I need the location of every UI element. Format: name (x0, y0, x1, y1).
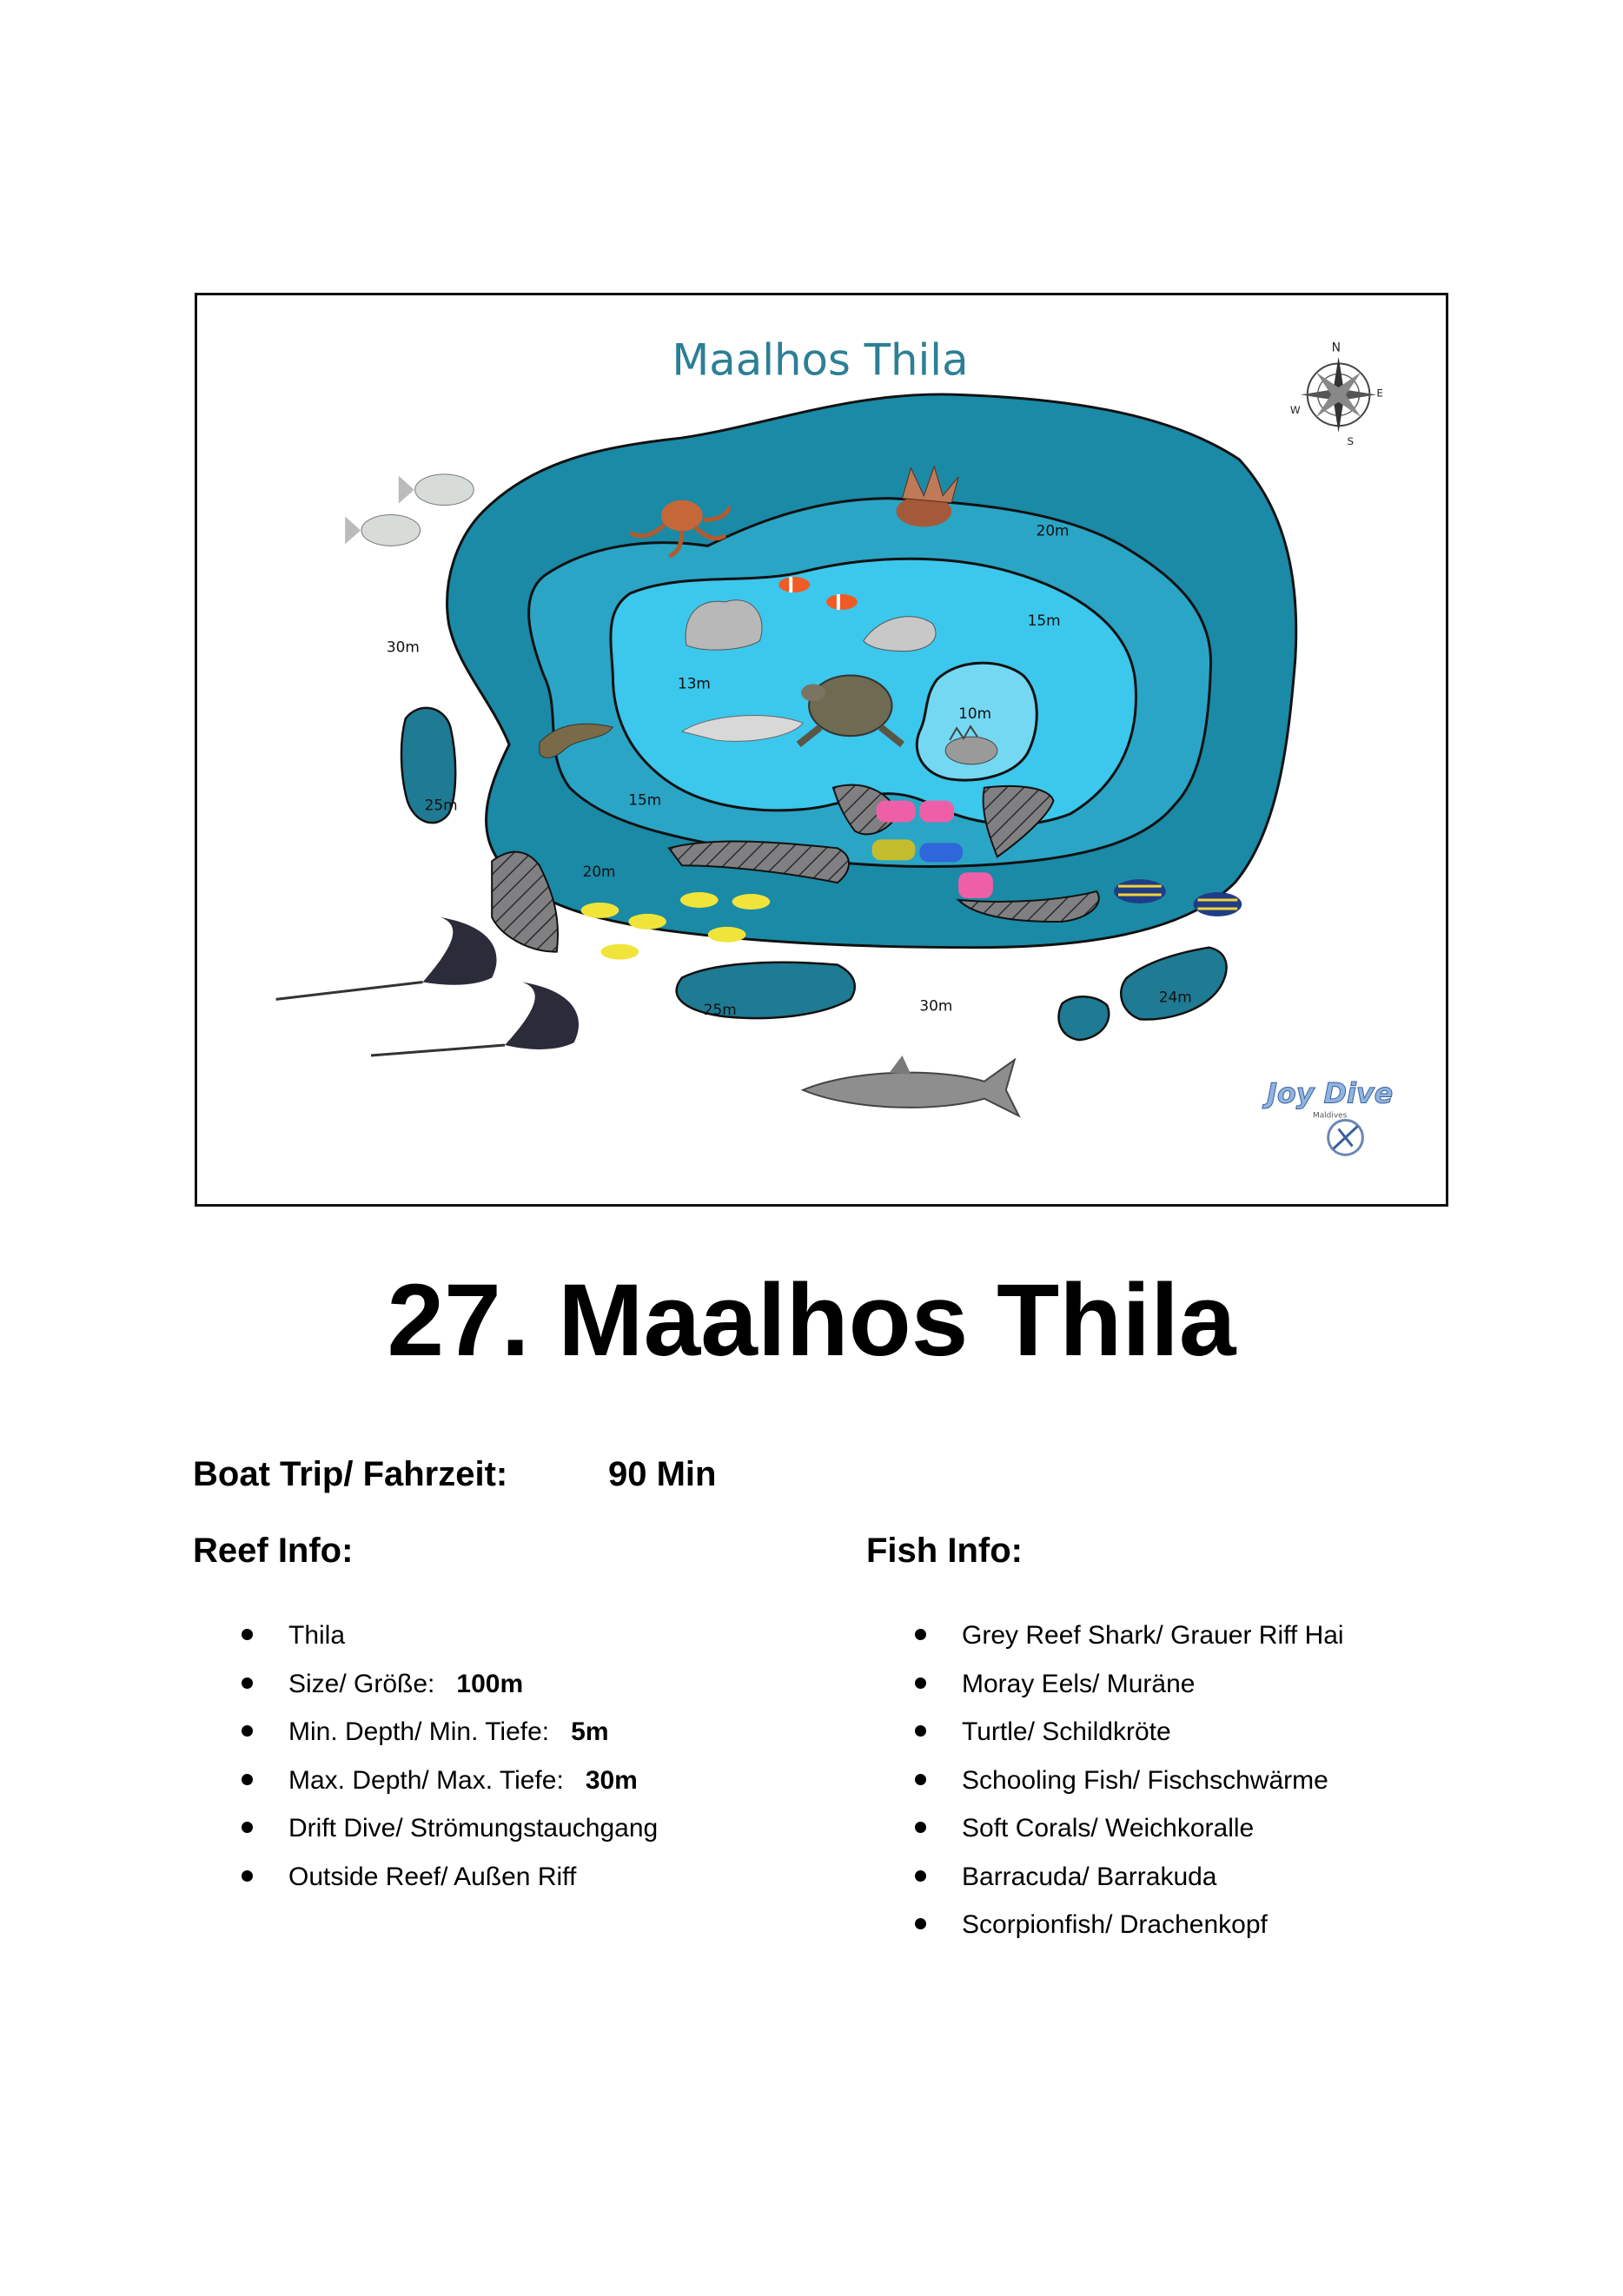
fish-info-list (962, 1611, 1344, 1949)
list-item: Grey Reef Shark/ Grauer Riff Hai (962, 1611, 1344, 1660)
depth-label: 20m (1036, 521, 1070, 539)
bullet-icon (915, 1870, 926, 1882)
svg-text:Joy Dive: Joy Dive (1267, 1076, 1394, 1110)
trevally-icon (345, 474, 474, 546)
joy-dive-logo (1262, 1077, 1393, 1155)
depth-label: 25m (703, 1001, 737, 1019)
list-item: Barracuda/ Barrakuda (962, 1853, 1344, 1902)
depth-label: 15m (1027, 611, 1061, 629)
outcrop-east-small (1059, 996, 1110, 1040)
depth-label: 10m (958, 705, 992, 723)
bullet-icon (915, 1822, 926, 1833)
list-item: Size/ Größe: 100m (288, 1660, 658, 1709)
bullet-icon (242, 1677, 253, 1689)
bullet-icon (915, 1918, 926, 1929)
bullet-icon (915, 1725, 926, 1737)
list-item: Outside Reef/ Außen Riff (288, 1853, 658, 1902)
bullet-icon (915, 1774, 926, 1785)
depth-label: 30m (919, 996, 953, 1015)
reef-info-heading: Reef Info: (193, 1532, 354, 1570)
bullet-icon (242, 1629, 253, 1640)
depth-label: 13m (677, 674, 711, 692)
list-item: Soft Corals/ Weichkoralle (962, 1804, 1344, 1853)
bullet-icon (915, 1677, 926, 1689)
list-item: Min. Depth/ Min. Tiefe: 5m (288, 1708, 658, 1757)
reef-info-list (288, 1611, 658, 1901)
depth-label: 15m (628, 791, 662, 809)
bullet-icon (242, 1822, 253, 1833)
bullet-icon (242, 1870, 253, 1882)
list-item: Turtle/ Schildkröte (962, 1708, 1344, 1757)
svg-text:Maldives: Maldives (1313, 1111, 1348, 1121)
list-item: Drift Dive/ Strömungstauchgang (288, 1804, 658, 1853)
list-item: Moray Eels/ Muräne (962, 1660, 1344, 1709)
compass-s: S (1347, 435, 1355, 448)
map-illustration (197, 295, 1446, 1204)
compass-w: W (1289, 404, 1301, 417)
depth-label: 30m (386, 638, 420, 656)
fish-info-heading: Fish Info: (866, 1532, 1023, 1570)
compass-e: E (1376, 387, 1383, 400)
bullet-icon (915, 1629, 926, 1640)
grey-reef-shark-icon (803, 1055, 1019, 1116)
bullet-icon (242, 1725, 253, 1737)
dive-site-map (195, 293, 1448, 1207)
page-title: 27. Maalhos Thila (387, 1263, 1236, 1378)
depth-label: 25m (424, 796, 458, 814)
map-title: Maalhos Thila (672, 334, 969, 386)
depth-label: 20m (582, 863, 616, 881)
outcrop-east-24m (1121, 948, 1226, 1020)
depth-label: 24m (1158, 988, 1192, 1006)
compass-rose-icon (1290, 341, 1383, 447)
boat-trip-label: Boat Trip/ Fahrzeit: (193, 1455, 508, 1493)
bullet-icon (242, 1774, 253, 1785)
list-item: Scorpionfish/ Drachenkopf (962, 1901, 1344, 1949)
list-item: Max. Depth/ Max. Tiefe: 30m (288, 1757, 658, 1805)
list-item: Schooling Fish/ Fischschwärme (962, 1757, 1344, 1805)
compass-n: N (1331, 341, 1341, 355)
list-item: Thila (288, 1611, 658, 1660)
boat-trip-value: 90 Min (608, 1455, 717, 1493)
